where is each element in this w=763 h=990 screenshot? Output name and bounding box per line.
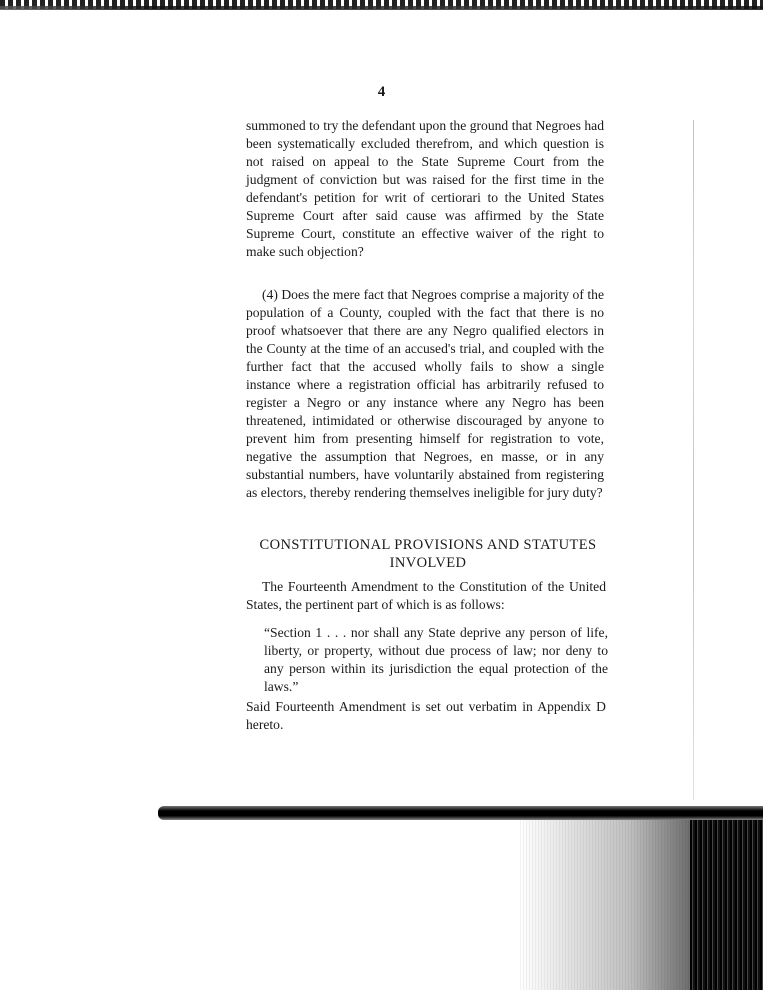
paragraph-closing: Said Fourteenth Amendment is set out verbatim in Appendix D hereto. <box>246 699 606 732</box>
block-quote: “Section 1 . . . nor shall any State deprive any person of life, liberty, or property, without due process of law; nor deny to any person within its jurisdiction the equal protection of the laws.” <box>264 625 608 694</box>
paragraph-question-4: (4) Does the mere fact that Negroes comprise a majority of the population of a County, coupled with the fact that there is no proof whatsoever that there are any Negro qualified electors in the County at the time of an accused's trial, and coupled with the further fact that the accused wholly fails to show a single instance where a registration official has arbitrarily refused to register a Negro or any instance where any Negro has been threatened, intimidated or otherwise discouraged by anyone to prevent him from presenting himself for registration to vote, negative the assumption that Negroes, en masse, or in any substantial numbers, have voluntarily abstained from registering as electors, thereby rendering themselves ineligible for jury duty? <box>246 287 604 500</box>
paragraph-continuation: summoned to try the defendant upon the ground that Negroes had been systematically excluded therefrom, and which question is not raised on appeal to the State Supreme Court from the judgment of conviction but was raised for the first time in the defendant's petition for writ of certiorari to the United States Supreme Court after said cause was affirmed by the State Supreme Court, constitute an effective waiver of the right to make such objection? <box>246 118 604 259</box>
scan-dark-edge <box>690 820 763 990</box>
section-heading: CONSTITUTIONAL PROVISIONS AND STATUTES INVOLVED <box>259 537 597 571</box>
paragraph-intro: The Fourteenth Amendment to the Constitution of the United States, the pertinent part of which is as follows: <box>246 579 606 612</box>
scan-bottom-band <box>158 806 763 820</box>
scan-top-border <box>0 6 763 10</box>
page-number: 4 <box>377 84 386 100</box>
scan-margin-line <box>693 120 694 800</box>
